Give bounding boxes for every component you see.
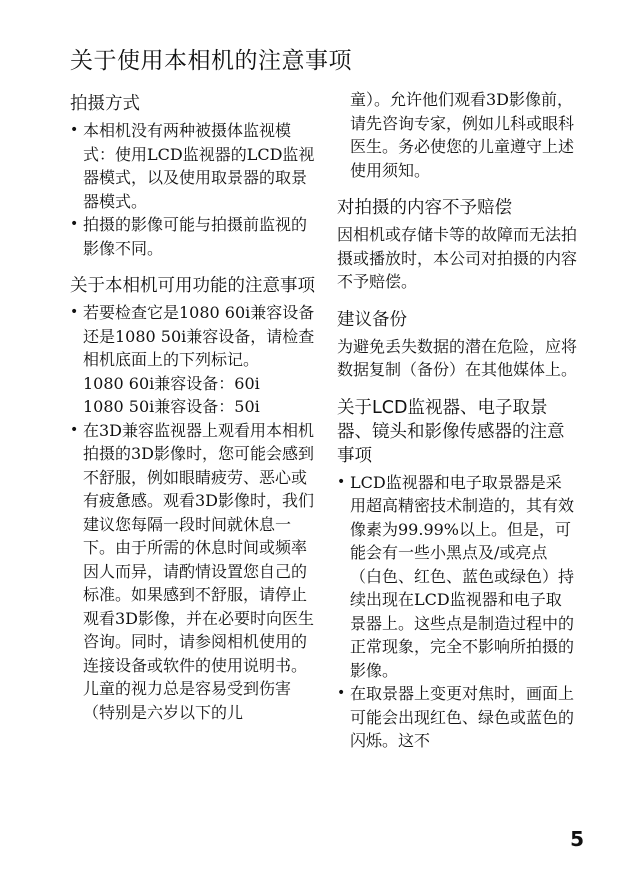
functions-list [70,301,318,372]
section-no-compensation [337,196,577,294]
page-number: 5 [570,827,584,851]
right-column [337,88,577,767]
list-item-text: 若要检查它是1080 60i兼容设备还是1080 50i兼容设备，请检查相机底面上的下列标记。 [83,303,315,369]
mark-50i: 1080 50i兼容设备：50i [83,397,260,416]
shooting-list [70,119,318,260]
lcd-list [337,471,577,753]
list-item: • 本相机没有两种被摄体监视模式：使用LCD监视器的LCD监视器模式，以及使用取景器的取景器模式。 [70,119,318,213]
list-item-continued: 童）。允许他们观看3D影像前，请先咨询专家，例如儿科或眼科医生。务必使您的儿童遵守上述使用须知。 [350,90,575,180]
page-title: 关于使用本相机的注意事项 [70,48,352,74]
section-backup [337,308,577,382]
section-shooting [70,92,318,260]
paragraph: 因相机或存储卡等的故障而无法拍摄或播放时，本公司对拍摄的内容不予赔偿。 [337,225,578,291]
section-functions [70,274,318,724]
functions-list-2 [70,419,318,725]
left-column [70,92,318,738]
section-lcd [337,396,577,753]
section-heading-functions: 关于本相机可用功能的注意事项 [70,276,315,296]
section-heading-shooting: 拍摄方式 [70,94,140,114]
list-item [70,301,318,372]
paragraph: 为避免丢失数据的潜在危险，应将数据复制（备份）在其他媒体上。 [337,336,578,379]
section-heading-backup: 建议备份 [337,309,407,330]
section-functions-continued [337,88,577,182]
section-heading-no-compensation: 对拍摄的内容不予赔偿 [337,198,512,218]
list-item: • 在取景器上变更对焦时，画面上可能会出现红色、绿色或蓝色的闪烁。这不 [337,682,577,753]
mark-60i: 1080 60i兼容设备：60i [83,373,260,393]
list-item: • LCD监视器和电子取景器是采用超高精密技术制造的，其有效像素为99.99%以上。但是，可能会有一些小黑点及/或亮点（白色、红色、蓝色或绿色）持续出现在LCD监视器和电子取景器上。这些点是制造过程中的正常现象，完全不影响所拍摄的影像。 [337,471,577,683]
section-heading-lcd: 关于LCD监视器、电子取景器、镜头和影像传感器的注意事项 [337,397,565,466]
list-item: • 拍摄的影像可能与拍摄前监视的影像不同。 [70,213,318,260]
list-item: • 在3D兼容监视器上观看用本相机拍摄的3D影像时，您可能会感到不舒服，例如眼睛疲劳、恶心或有疲惫感。观看3D影像时，我们建议您每隔一段时间就休息一下。由于所需的休息时间或频率因人而异，请酌情设置您自己的标准。如果感到不舒服，请停止观看3D影像，并在必要时向医生咨询。同时，请参阅相机使用的连接设备或软件的使用说明书。儿童的视力总是容易受到伤害（特别是六岁以下的儿 [70,419,318,725]
